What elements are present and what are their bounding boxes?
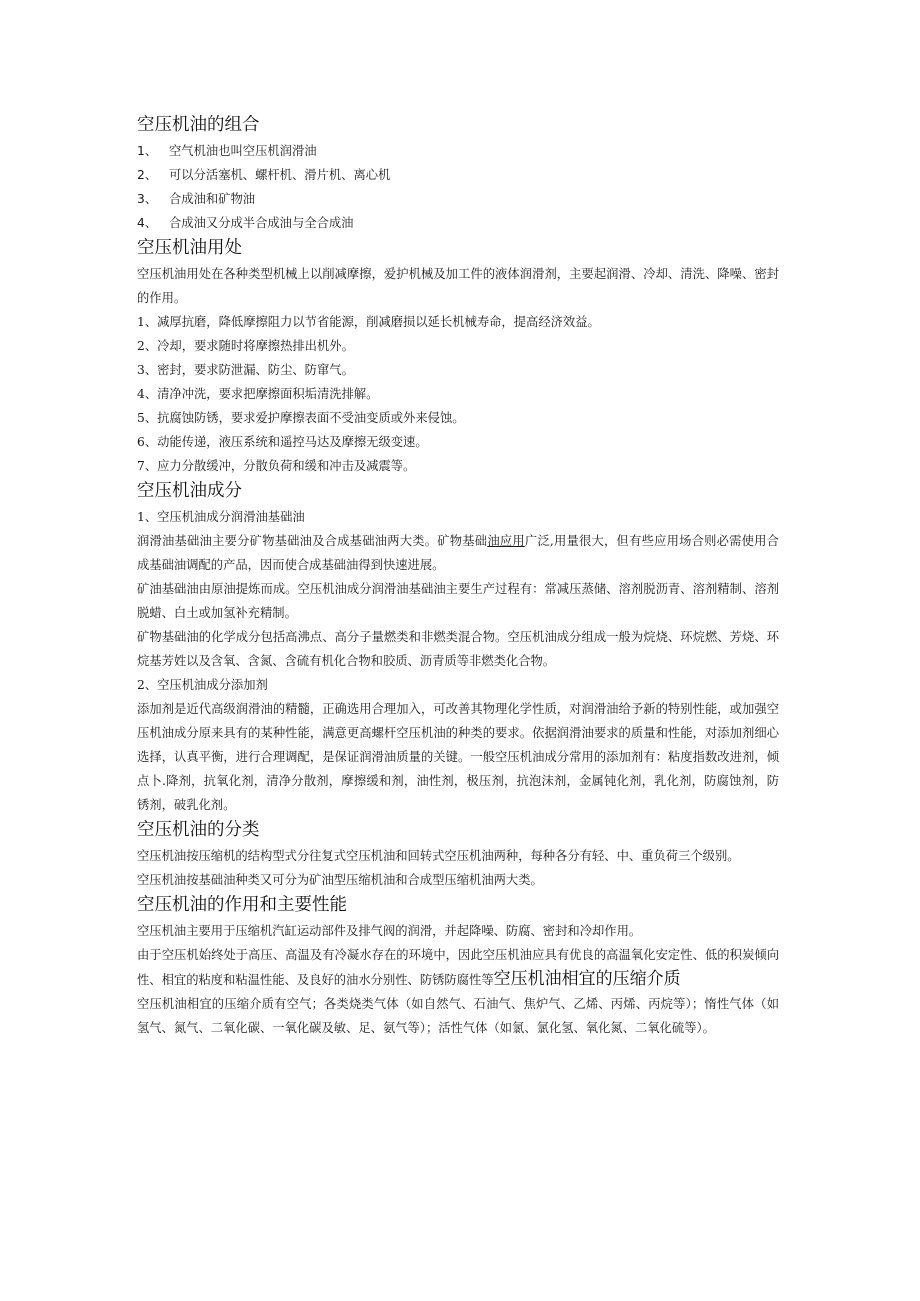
list-item: 4、 合成油又分成半合成油与全合成油 <box>137 216 354 230</box>
uses-point: 4、清净冲洗，要求把摩擦面积垢清洗排解。 <box>137 387 379 401</box>
paragraph: 空压机油相宜的压缩介质有空气；各类烧类气体（如自然气、石油气、焦炉气、乙烯、丙烯、丙烷等）；惰性气体（如氢气、氮气、二氧化碳、一氧化碳及敏、足、氨气等）；活性气体（如氯、氯化氢、氧化氮、二氧化硫等）。 <box>137 997 779 1035</box>
section-title-uses: 空压机油用处 <box>137 238 242 258</box>
inline-section-title-media: 空压机油相宜的压缩介质 <box>493 969 681 989</box>
paragraph: 空压机油按压缩机的结构型式分往复式空压机油和回转式空压机油两种，每种各分有轻、中、重负荷三个级别。 <box>137 849 740 863</box>
paragraph: 矿物基础油的化学成分包括高沸点、高分子量燃类和非燃类混合物。空压机油成分组成一般为烷烧、环烷燃、芳烧、环烷基芳姓以及含氧、含氮、含硫有机化合物和胶质、沥青质等非燃类化合物。 <box>137 630 779 668</box>
section-title-composition: 空压机油的组合 <box>137 115 260 135</box>
uses-intro: 空压机油用处在各种类型机械上以削减摩擦，爱护机械及加工件的液体润滑剂，主要起润滑、冷却、清洗、降噪、密封的作用。 <box>137 267 779 305</box>
list-item: 2、 可以分活塞机、螺杆机、滑片机、离心机 <box>137 168 391 182</box>
paragraph: 添加剂是近代高级润滑油的精髓，正确选用合理加入，可改善其物理化学性质，对润滑油给予新的特别性能，或加强空压机油成分原来具有的某种性能，满意更高螺杆空压机油的种类的要求。依据润滑油要求的质量和性能，对添加剂细心选择，认真平衡，进行合理调配，是保证润滑油质量的关键。一般空压机油成分常用的添加剂有：粘度指数改进剂，倾点卜.降剂，抗氧化剂，清净分散剂，摩擦缓和剂，油性剂，极压剂，抗泡沫剂，金属钝化剂，乳化剂，防腐蚀剂，防锈剂，破乳化剂。 <box>137 702 779 812</box>
section-title-ingredients: 空压机油成分 <box>137 481 242 501</box>
section-title-classification: 空压机油的分类 <box>137 820 260 840</box>
uses-point: 5、抗腐蚀防锈，要求爱护摩擦表面不受油变质或外来侵蚀。 <box>137 411 465 425</box>
paragraph: 由于空压机始终处于高压、高温及有冷凝水存在的环境中，因此空压机油应具有优良的高温氧化安定性、低的积炭倾向性、相宜的粘度和粘温性能、及良好的油水分别性、防锈防腐性等空压机油相宜的压缩介质 <box>137 948 779 989</box>
uses-point: 1、减厚抗磨，降低摩擦阻力以节省能源，削减磨损以延长机械寿命，提高经济效益。 <box>137 315 600 329</box>
subheading-additives: 2、空压机油成分添加剂 <box>137 678 268 692</box>
uses-point: 7、应力分散缓冲，分散负荷和缓和冲击及减震等。 <box>137 459 416 473</box>
paragraph: 空压机油按基础油种类又可分为矿油型压缩机油和合成型压缩机油两大类。 <box>137 873 543 887</box>
uses-point: 2、冷却，要求随时将摩擦热排出机外。 <box>137 339 354 353</box>
list-item: 1、 空气机油也叫空压机润滑油 <box>137 144 317 158</box>
uses-point: 6、动能传递，液压系统和遥控马达及摩擦无级变速。 <box>137 435 428 449</box>
uses-point: 3、密封，要求防泄漏、防尘、防窜气。 <box>137 363 354 377</box>
paragraph: 矿油基础油由原油提炼而成。空压机油成分润滑油基础油主要生产过程有：常减压蒸储、溶剂脱沥青、溶剂精制、溶剂脱蜡、白土或加氢补充精制。 <box>137 582 779 620</box>
paragraph: 润滑油基础油主要分矿物基础油及合成基础油两大类。矿物基础油应用广泛,用量很大，但有些应用场合则必需使用合成基础油调配的产品，因而使合成基础油得到快速进展。 <box>137 534 779 572</box>
list-item: 3、 合成油和矿物油 <box>137 192 256 206</box>
paragraph: 空压机油主要用于压缩机汽缸运动部件及排气阀的润滑，并起降噪、防腐、密封和冷却作用。 <box>137 924 642 938</box>
subheading-base-oil: 1、空压机油成分润滑油基础油 <box>137 510 305 524</box>
document-body <box>137 112 779 1040</box>
section-title-function: 空压机油的作用和主要性能 <box>137 895 347 915</box>
underlined-text: 油应用 <box>487 534 525 548</box>
